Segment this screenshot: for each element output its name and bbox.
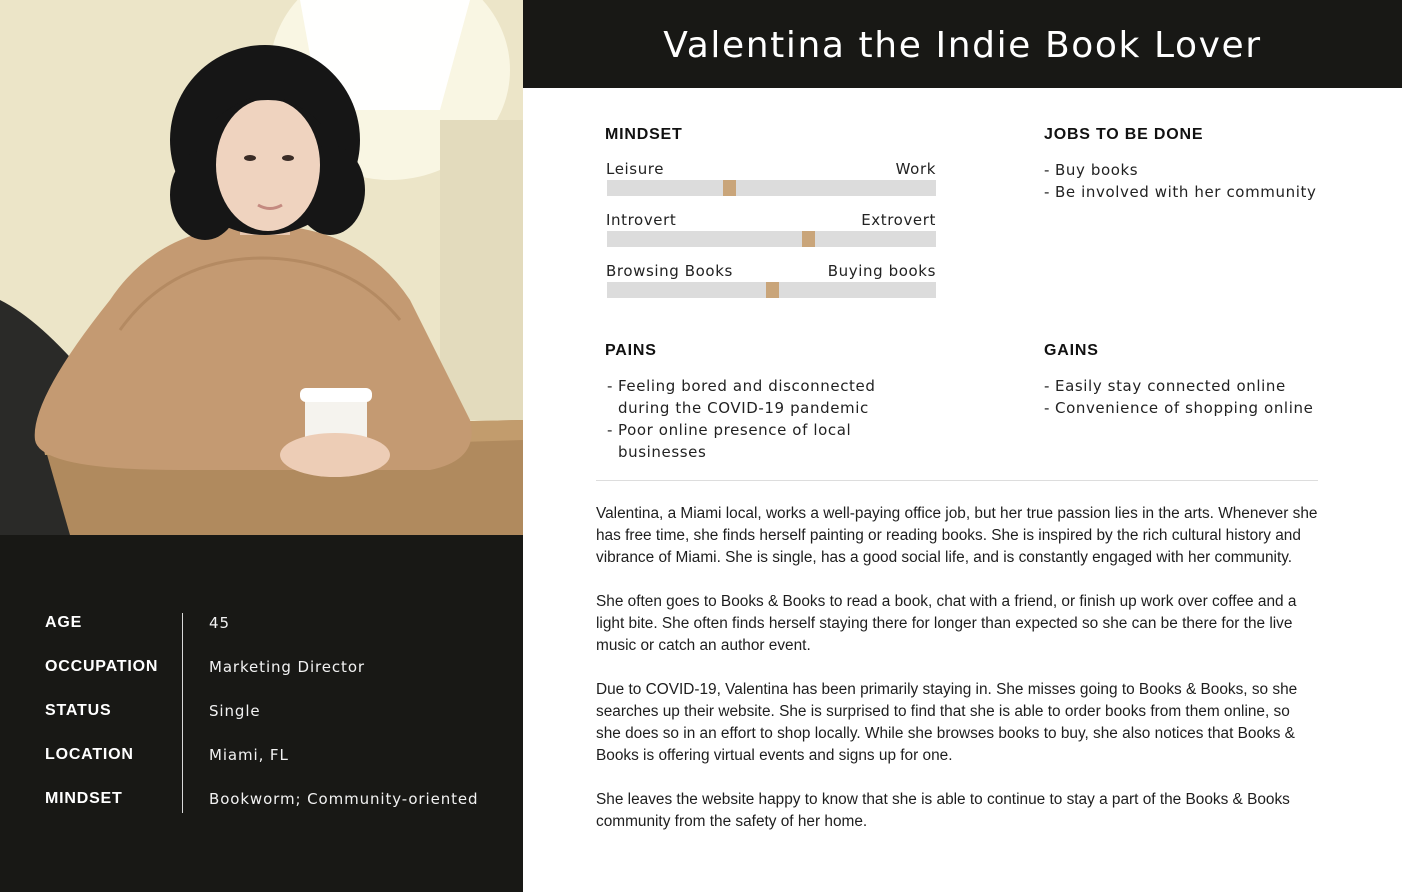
list-item: - Poor online presence of local businesses	[607, 421, 852, 461]
mindset-scale-labels	[606, 211, 936, 231]
list-item: - Feeling bored and disconnected during the COVID-19 pandemic	[607, 377, 876, 417]
detail-label: AGE	[45, 614, 83, 631]
detail-value: 45	[209, 614, 230, 632]
scale-low-label: Leisure	[606, 160, 665, 178]
section-divider	[596, 480, 1318, 481]
persona-photo-illustration	[0, 0, 523, 535]
gains-heading: GAINS	[1044, 342, 1099, 359]
persona-bio	[596, 503, 1318, 855]
mindset-scale-introvert-extrovert	[607, 231, 936, 247]
list-item: - Be involved with her community	[1044, 183, 1317, 201]
scale-marker	[802, 231, 815, 247]
persona-title: Valentina the Indie Book Lover	[663, 25, 1262, 66]
mindset-scale-labels	[606, 262, 936, 282]
bio-paragraph: She often goes to Books & Books to read a book, chat with a friend, or finish up work over coffee and a light bite. She often finds herself staying there for longer than expected so she can be there for the live music or catch an author event.	[596, 593, 1297, 654]
scale-high-label: Buying books	[827, 262, 936, 280]
bio-paragraph: Due to COVID-19, Valentina has been primarily staying in. She misses going to Books & Books, so she searches up their website. She is surprised to find that she is able to order books from them online, so she does so in an effort to shop locally. While she browses books to buy, she also notices that Books & Books is offering virtual events and signs up for one.	[596, 681, 1298, 764]
detail-value: Bookworm; Community-oriented	[209, 790, 479, 808]
detail-label: LOCATION	[45, 746, 134, 763]
bio-paragraph: Valentina, a Miami local, works a well-paying office job, but her true passion lies in the arts. Whenever she has free time, she finds herself painting or reading books. She is inspired by the rich cultural history and vibrance of Miami. She is single, has a good social life, and is constantly engaged with her community.	[596, 505, 1318, 566]
scale-high-label: Extrovert	[861, 211, 936, 229]
list-item: - Easily stay connected online	[1044, 377, 1286, 395]
detail-row-occupation	[0, 658, 523, 682]
scale-low-label: Browsing Books	[606, 262, 733, 280]
detail-value: Miami, FL	[209, 746, 289, 764]
detail-row-age	[0, 614, 523, 638]
detail-row-location	[0, 746, 523, 770]
detail-row-mindset	[0, 790, 523, 814]
detail-label: STATUS	[45, 702, 112, 719]
scale-marker	[766, 282, 779, 298]
list-item: - Buy books	[1044, 161, 1139, 179]
detail-label: MINDSET	[45, 790, 123, 807]
bio-paragraph: She leaves the website happy to know that she is able to continue to stay a part of the Books & Books community from the safety of her home.	[596, 791, 1290, 830]
mindset-scale-labels	[606, 160, 936, 180]
pains-heading: PAINS	[605, 342, 657, 359]
detail-row-status	[0, 702, 523, 726]
persona-details-panel	[0, 535, 523, 892]
persona-photo	[0, 0, 523, 535]
scale-marker	[723, 180, 736, 196]
pains-list	[607, 375, 892, 463]
detail-value: Single	[209, 702, 261, 720]
list-item: - Convenience of shopping online	[1044, 399, 1314, 417]
gains-list	[1044, 375, 1344, 419]
jobs-heading: JOBS TO BE DONE	[1044, 126, 1204, 143]
persona-header	[523, 0, 1402, 88]
mindset-scale-leisure-work	[607, 180, 936, 196]
jobs-list	[1044, 159, 1344, 203]
detail-label: OCCUPATION	[45, 658, 159, 675]
mindset-scale-browsing-buying	[607, 282, 936, 298]
mindset-heading: MINDSET	[605, 126, 683, 143]
scale-low-label: Introvert	[606, 211, 677, 229]
detail-value: Marketing Director	[209, 658, 365, 676]
scale-high-label: Work	[895, 160, 936, 178]
